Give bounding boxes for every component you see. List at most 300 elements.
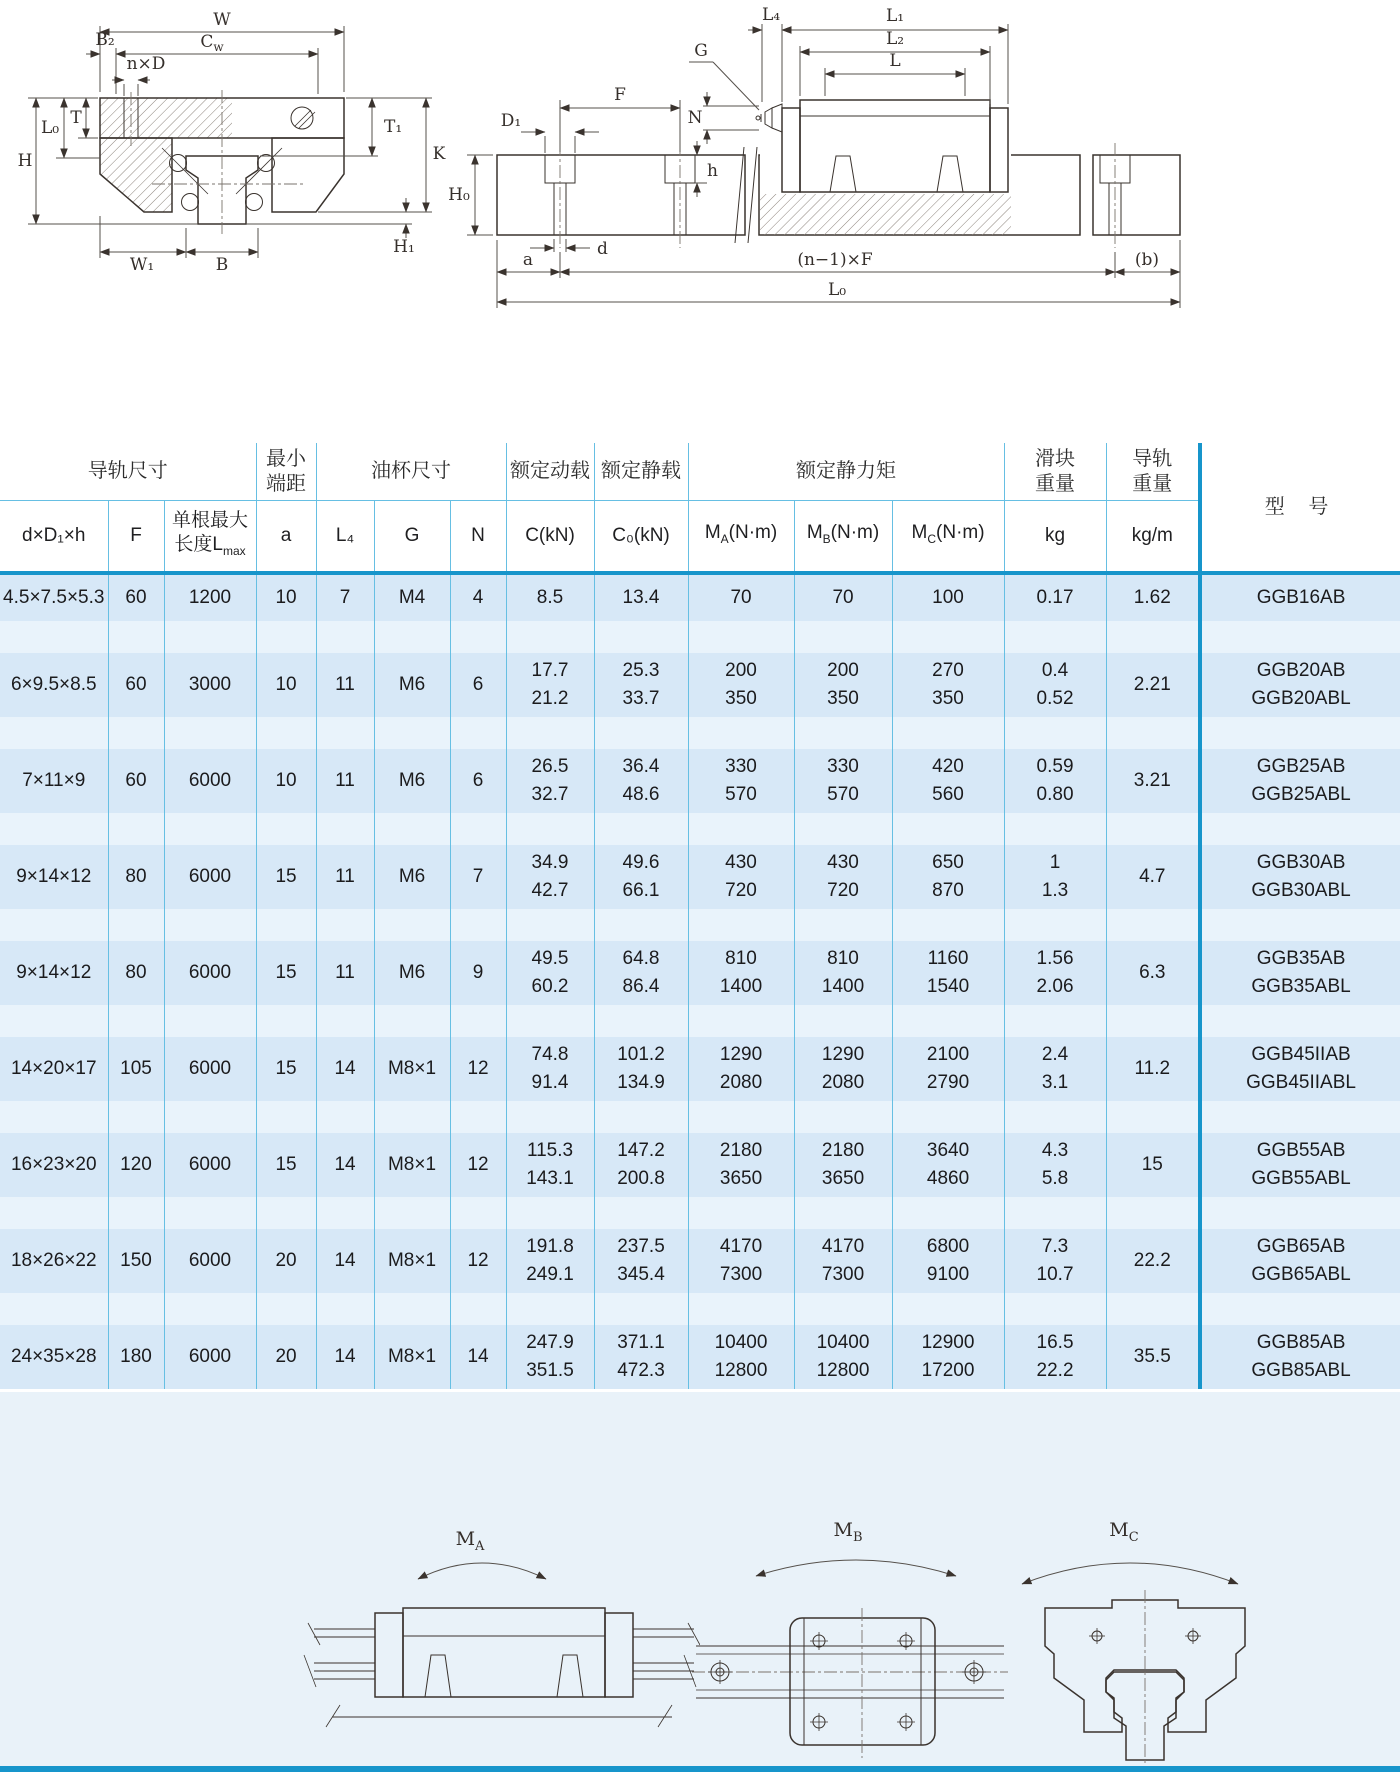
gap-cell (164, 909, 256, 941)
cell-mb: 70 (794, 573, 892, 621)
cell-c0: 64.8 86.4 (594, 941, 688, 1005)
gap-cell (794, 621, 892, 653)
cell-kg: 0.4 0.52 (1004, 653, 1106, 717)
gap-cell (450, 621, 506, 653)
cell-a: 10 (256, 573, 316, 621)
cell-l4: 11 (316, 749, 374, 813)
dim-label-W: W (213, 10, 231, 30)
gap-cell (1106, 909, 1200, 941)
gap-cell (108, 909, 164, 941)
cell-kg: 0.17 (1004, 573, 1106, 621)
cell-g: M8×1 (374, 1229, 450, 1293)
cell-ma: 4170 7300 (688, 1229, 794, 1293)
cell-c: 26.5 32.7 (506, 749, 594, 813)
cell-size: 7×11×9 (0, 749, 108, 813)
table-subheader-row (0, 501, 1400, 574)
cell-mc: 12900 17200 (892, 1325, 1004, 1389)
gap-cell (1004, 1101, 1106, 1133)
gap-cell (1004, 909, 1106, 941)
cell-f: 150 (108, 1229, 164, 1293)
cell-mb: 810 1400 (794, 941, 892, 1005)
cell-g: M6 (374, 653, 450, 717)
cell-n: 12 (450, 1229, 506, 1293)
dim-label-H0: H₀ (448, 185, 470, 205)
row-gap (0, 1293, 1400, 1325)
cell-model: GGB85AB GGB85ABL (1200, 1325, 1400, 1389)
gap-cell (256, 621, 316, 653)
moment-diagram-mc (1000, 1500, 1300, 1772)
installation-drawing (445, 0, 1400, 330)
cell-ma: 430 720 (688, 845, 794, 909)
mount-hole-symbol (1089, 1628, 1105, 1644)
cell-size: 24×35×28 (0, 1325, 108, 1389)
cell-size: 4.5×7.5×5.3 (0, 573, 108, 621)
cell-mc: 2100 2790 (892, 1037, 1004, 1101)
header-kg: kg (1004, 501, 1106, 574)
cell-l4: 14 (316, 1133, 374, 1197)
cell-kg: 16.5 22.2 (1004, 1325, 1106, 1389)
cell-lmax: 6000 (164, 749, 256, 813)
cell-ma: 70 (688, 573, 794, 621)
gap-cell (256, 1197, 316, 1229)
block-front-view (1045, 1590, 1245, 1768)
gap-cell (1200, 1005, 1400, 1037)
cell-c: 74.8 91.4 (506, 1037, 594, 1101)
gap-cell (506, 909, 594, 941)
header-a: a (256, 501, 316, 574)
cell-c0: 49.6 66.1 (594, 845, 688, 909)
cell-model: GGB45IIAB GGB45IIABL (1200, 1037, 1400, 1101)
cell-kgm: 11.2 (1106, 1037, 1200, 1101)
rail-hole-symbol (962, 1660, 986, 1684)
cell-g: M8×1 (374, 1325, 450, 1389)
cell-mb: 10400 12800 (794, 1325, 892, 1389)
cell-model: GGB65AB GGB65ABL (1200, 1229, 1400, 1293)
cell-n: 9 (450, 941, 506, 1005)
gap-cell (164, 1101, 256, 1133)
dim-label-N: N (687, 108, 703, 128)
cell-n: 12 (450, 1133, 506, 1197)
table-body (0, 573, 1400, 1389)
group-dynamic-load: 额定动载 (506, 443, 594, 501)
gap-cell (794, 813, 892, 845)
cell-lmax: 6000 (164, 845, 256, 909)
block-top-view (692, 1608, 1008, 1758)
header-MC: $M_C(N\cdot m)$ (892, 501, 1004, 574)
cell-n: 6 (450, 653, 506, 717)
cell-c: 34.9 42.7 (506, 845, 594, 909)
cell-a: 20 (256, 1229, 316, 1293)
cell-g: M6 (374, 941, 450, 1005)
gap-cell (374, 909, 450, 941)
gap-cell (164, 1293, 256, 1325)
cell-a: 10 (256, 749, 316, 813)
table-row (0, 1229, 1400, 1293)
dim-label-F: F (614, 85, 626, 105)
gap-cell (450, 1197, 506, 1229)
gap-cell (1004, 621, 1106, 653)
dim-label-nxD: n×D (126, 54, 166, 74)
dim-label-L4: L₄ (761, 5, 781, 25)
cell-n: 12 (450, 1037, 506, 1101)
gap-cell (794, 1101, 892, 1133)
cell-c: 247.9 351.5 (506, 1325, 594, 1389)
gap-cell (374, 1101, 450, 1133)
cell-l4: 11 (316, 653, 374, 717)
gap-cell (316, 909, 374, 941)
cell-mb: 2180 3650 (794, 1133, 892, 1197)
row-gap (0, 1101, 1400, 1133)
group-static-moment: 额定静力矩 (688, 443, 1004, 501)
cell-n: 4 (450, 573, 506, 621)
moment-diagram-ma (280, 1505, 700, 1765)
header-N: N (450, 501, 506, 574)
cell-g: M8×1 (374, 1133, 450, 1197)
header-kgm: kg/m (1106, 501, 1200, 574)
gap-cell (688, 1005, 794, 1037)
moment-arc (756, 1560, 956, 1576)
cell-mb: 4170 7300 (794, 1229, 892, 1293)
gap-cell (1200, 717, 1400, 749)
cell-kgm: 3.21 (1106, 749, 1200, 813)
dim-label-L1: L₁ (885, 6, 905, 26)
gap-cell (1200, 1197, 1400, 1229)
table-row (0, 1133, 1400, 1197)
bolt-hole (1100, 143, 1130, 248)
gap-cell (506, 717, 594, 749)
gap-cell (108, 717, 164, 749)
cell-kgm: 15 (1106, 1133, 1200, 1197)
cell-c: 8.5 (506, 573, 594, 621)
gap-cell (594, 621, 688, 653)
bolt-hole (665, 143, 695, 248)
gap-cell (892, 813, 1004, 845)
dim-label-L2: L₂ (885, 29, 905, 49)
dim-label-B2: B₂ (95, 30, 115, 50)
header-MB: $M_B(N\cdot m)$ (794, 501, 892, 574)
cell-kg: 4.3 5.8 (1004, 1133, 1106, 1197)
cell-lmax: 1200 (164, 573, 256, 621)
gap-cell (506, 1101, 594, 1133)
cell-kgm: 6.3 (1106, 941, 1200, 1005)
gap-cell (688, 909, 794, 941)
gap-cell (594, 1293, 688, 1325)
table-row (0, 845, 1400, 909)
gap-cell (892, 717, 1004, 749)
cell-kgm: 1.62 (1106, 573, 1200, 621)
gap-cell (506, 1197, 594, 1229)
cell-n: 14 (450, 1325, 506, 1389)
mount-hole-symbol (1185, 1628, 1201, 1644)
gap-cell (316, 1197, 374, 1229)
cell-c: 17.7 21.2 (506, 653, 594, 717)
gap-cell (688, 1197, 794, 1229)
cell-size: 6×9.5×8.5 (0, 653, 108, 717)
gap-cell (256, 1005, 316, 1037)
cell-c0: 13.4 (594, 573, 688, 621)
gap-cell (256, 1293, 316, 1325)
dim-label-n1F: (n−1)×F (797, 250, 873, 270)
cell-kgm: 4.7 (1106, 845, 1200, 909)
cell-c: 49.5 60.2 (506, 941, 594, 1005)
cell-f: 80 (108, 941, 164, 1005)
cell-g: M6 (374, 845, 450, 909)
gap-cell (1200, 909, 1400, 941)
gap-cell (688, 1101, 794, 1133)
cell-mc: 6800 9100 (892, 1229, 1004, 1293)
gap-cell (892, 1197, 1004, 1229)
page-bottom-bar (0, 1766, 1400, 1772)
dim-label-a: a (522, 250, 534, 270)
group-oil-cup: 油杯尺寸 (316, 443, 506, 501)
cell-mb: 330 570 (794, 749, 892, 813)
cell-l4: 14 (316, 1325, 374, 1389)
row-gap (0, 1005, 1400, 1037)
cell-lmax: 3000 (164, 653, 256, 717)
cell-c0: 237.5 345.4 (594, 1229, 688, 1293)
gap-cell (1106, 1005, 1200, 1037)
cell-ma: 2180 3650 (688, 1133, 794, 1197)
header-G: G (374, 501, 450, 574)
cell-l4: 14 (316, 1229, 374, 1293)
carriage-side-view (756, 94, 1011, 235)
block-section (100, 90, 344, 234)
table-row (0, 1325, 1400, 1389)
gap-cell (316, 813, 374, 845)
cell-ma: 200 350 (688, 653, 794, 717)
block-side-view (304, 1608, 700, 1727)
gap-cell (594, 909, 688, 941)
cell-f: 180 (108, 1325, 164, 1389)
header-C0: C₀(kN) (594, 501, 688, 574)
dim-label-T1: T₁ (384, 117, 403, 137)
mount-hole-symbol (897, 1713, 915, 1731)
gap-cell (1200, 813, 1400, 845)
cell-g: M6 (374, 749, 450, 813)
dim-label-b: (b) (1134, 250, 1160, 270)
gap-cell (506, 621, 594, 653)
gap-cell (506, 1293, 594, 1325)
cell-c0: 36.4 48.6 (594, 749, 688, 813)
cell-kg: 2.4 3.1 (1004, 1037, 1106, 1101)
table-row (0, 749, 1400, 813)
gap-cell (450, 813, 506, 845)
gap-cell (256, 813, 316, 845)
cell-size: 14×20×17 (0, 1037, 108, 1101)
cell-ma: 330 570 (688, 749, 794, 813)
gap-cell (892, 1293, 1004, 1325)
cell-mc: 1160 1540 (892, 941, 1004, 1005)
cell-c0: 101.2 134.9 (594, 1037, 688, 1101)
gap-cell (794, 1293, 892, 1325)
gap-cell (1200, 1293, 1400, 1325)
gap-cell (1106, 1101, 1200, 1133)
row-gap (0, 717, 1400, 749)
gap-cell (0, 717, 108, 749)
gap-cell (164, 1197, 256, 1229)
gap-cell (1004, 1005, 1106, 1037)
gap-cell (316, 1101, 374, 1133)
cell-mb: 430 720 (794, 845, 892, 909)
gap-cell (688, 621, 794, 653)
gap-cell (892, 909, 1004, 941)
table-row (0, 941, 1400, 1005)
gap-cell (374, 717, 450, 749)
gap-cell (108, 1197, 164, 1229)
mount-hole-symbol (810, 1632, 828, 1650)
gap-cell (450, 1101, 506, 1133)
cell-a: 10 (256, 653, 316, 717)
table-row (0, 653, 1400, 717)
gap-cell (164, 813, 256, 845)
cell-mb: 200 350 (794, 653, 892, 717)
gap-cell (256, 909, 316, 941)
label-MA: $M_A$ (455, 1528, 485, 1554)
gap-cell (594, 717, 688, 749)
gap-cell (450, 717, 506, 749)
mount-hole-symbol (897, 1632, 915, 1650)
gap-cell (108, 1101, 164, 1133)
gap-cell (256, 717, 316, 749)
cell-mc: 270 350 (892, 653, 1004, 717)
gap-cell (0, 813, 108, 845)
gap-cell (1106, 717, 1200, 749)
gap-cell (0, 1101, 108, 1133)
moment-arc (1022, 1563, 1238, 1584)
gap-cell (108, 1293, 164, 1325)
cell-c: 191.8 249.1 (506, 1229, 594, 1293)
cell-f: 80 (108, 845, 164, 909)
header-L4: L₄ (316, 501, 374, 574)
gap-cell (0, 1005, 108, 1037)
gap-cell (450, 909, 506, 941)
group-rail-dimensions: 导轨尺寸 (0, 443, 256, 501)
cell-l4: 11 (316, 845, 374, 909)
cell-lmax: 6000 (164, 1133, 256, 1197)
dim-label-d: d (597, 239, 608, 259)
row-gap (0, 813, 1400, 845)
cell-l4: 11 (316, 941, 374, 1005)
group-static-load: 额定静载 (594, 443, 688, 501)
cell-c: 115.3 143.1 (506, 1133, 594, 1197)
gap-cell (794, 909, 892, 941)
cell-a: 15 (256, 1133, 316, 1197)
dim-label-H1: H₁ (393, 237, 415, 257)
gap-cell (0, 1197, 108, 1229)
cell-lmax: 6000 (164, 941, 256, 1005)
cell-ma: 810 1400 (688, 941, 794, 1005)
cell-model: GGB20AB GGB20ABL (1200, 653, 1400, 717)
label-MC: $M_C$ (1109, 1519, 1139, 1545)
cell-mc: 3640 4860 (892, 1133, 1004, 1197)
gap-cell (594, 1005, 688, 1037)
gap-cell (688, 717, 794, 749)
cell-lmax: 6000 (164, 1037, 256, 1101)
cell-l4: 7 (316, 573, 374, 621)
group-block-weight: 滑块 重量 (1004, 443, 1106, 501)
cell-f: 120 (108, 1133, 164, 1197)
cell-kgm: 35.5 (1106, 1325, 1200, 1389)
cell-l4: 14 (316, 1037, 374, 1101)
gap-cell (316, 717, 374, 749)
gap-cell (688, 1293, 794, 1325)
gap-cell (688, 813, 794, 845)
cell-ma: 10400 12800 (688, 1325, 794, 1389)
cell-kg: 1.56 2.06 (1004, 941, 1106, 1005)
gap-cell (594, 813, 688, 845)
gap-cell (316, 621, 374, 653)
column-model: 型 号 (1200, 443, 1400, 573)
dim-label-T: T (70, 108, 82, 128)
cell-kg: 0.59 0.80 (1004, 749, 1106, 813)
gap-cell (316, 1005, 374, 1037)
cell-model: GGB55AB GGB55ABL (1200, 1133, 1400, 1197)
cell-f: 60 (108, 653, 164, 717)
gap-cell (108, 813, 164, 845)
dim-label-G: G (694, 41, 708, 61)
gap-cell (594, 1101, 688, 1133)
cell-model: GGB30AB GGB30ABL (1200, 845, 1400, 909)
gap-cell (374, 813, 450, 845)
gap-cell (374, 1197, 450, 1229)
table-group-header-row (0, 443, 1400, 501)
gap-cell (374, 1293, 450, 1325)
cell-f: 60 (108, 749, 164, 813)
gap-cell (892, 621, 1004, 653)
row-gap (0, 1197, 1400, 1229)
dim-label-W1: W₁ (129, 255, 155, 275)
gap-cell (164, 1005, 256, 1037)
cell-kg: 7.3 10.7 (1004, 1229, 1106, 1293)
gap-cell (1004, 1293, 1106, 1325)
label-MB: $M_B$ (833, 1519, 863, 1545)
gap-cell (256, 1101, 316, 1133)
header-lmax: 单根最大 长度$L_{max}$ (164, 501, 256, 574)
header-C: C(kN) (506, 501, 594, 574)
table-row (0, 1037, 1400, 1101)
gap-cell (0, 909, 108, 941)
gap-cell (892, 1101, 1004, 1133)
dim-label-L0: L₀ (827, 280, 847, 300)
cell-c0: 147.2 200.8 (594, 1133, 688, 1197)
cell-lmax: 6000 (164, 1229, 256, 1293)
dim-label-H: H (17, 151, 33, 171)
gap-cell (164, 621, 256, 653)
dim-label-Cw: $C_w$ (200, 32, 224, 54)
gap-cell (794, 1197, 892, 1229)
dim-label-L: L (889, 51, 901, 71)
gap-cell (108, 621, 164, 653)
cell-a: 20 (256, 1325, 316, 1389)
gap-cell (1106, 813, 1200, 845)
cell-n: 6 (450, 749, 506, 813)
row-gap (0, 909, 1400, 941)
cell-kg: 1 1.3 (1004, 845, 1106, 909)
row-gap (0, 621, 1400, 653)
cell-c0: 371.1 472.3 (594, 1325, 688, 1389)
cell-size: 9×14×12 (0, 941, 108, 1005)
gap-cell (794, 1005, 892, 1037)
gap-cell (0, 1293, 108, 1325)
gap-cell (1004, 813, 1106, 845)
header-MA: $M_A(N\cdot m)$ (688, 501, 794, 574)
gap-cell (892, 1005, 1004, 1037)
cell-g: M8×1 (374, 1037, 450, 1101)
header-F: F (108, 501, 164, 574)
gap-cell (164, 717, 256, 749)
gap-cell (506, 1005, 594, 1037)
gap-cell (1200, 1101, 1400, 1133)
